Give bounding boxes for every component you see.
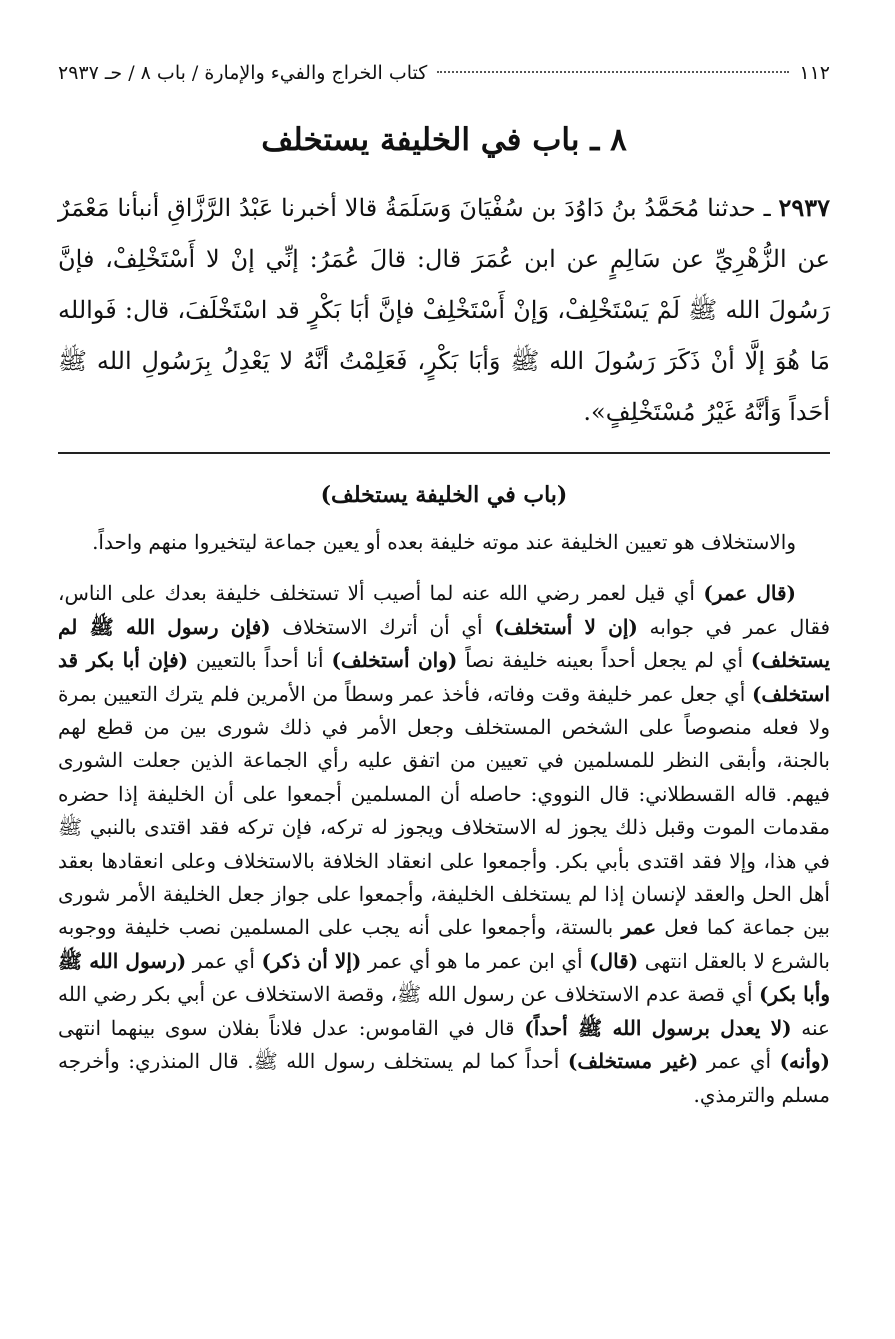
text-run: أي ابن عمر ما هو أي عمر <box>361 948 590 973</box>
running-title: كتاب الخراج والفيء والإمارة / باب ٨ / حـ ٢٩٣٧ <box>58 62 428 84</box>
keyword: (فإن رسول الله ﷺ لم يستخلف) <box>58 614 831 673</box>
keyword: (إلا أن ذكر) <box>261 948 362 973</box>
commentary-paragraph: والاستخلاف هو تعيين الخليفة عند موته خليفة بعده أو يعين جماعة ليتخيروا منهم واحداً. <box>92 530 796 554</box>
keyword: (إن لا أستخلف) <box>494 614 638 639</box>
hadith-body: ـ حدثنا مُحَمَّدُ بنُ دَاوُدَ بن سُفْيَانَ وَسَلَمَةُ قالا أخبرنا عَبْدُ الرَّزَّاقِ أنبأنا مَعْمَرٌ عن الزُّهْرِيِّ عن سَالِمٍ عن ابن عُمَرَ قال: قالَ عُمَرُ: إنِّي إنْ لا أَسْتَخْلِفْ، فإنَّ رَسُولَ الله ﷺ لَمْ يَسْتَخْلِفْ، وَإنْ أَسْتَخْلِفْ فإنَّ أبَا بَكْرٍ قد اسْتَخْلَفَ، قال: فَوالله مَا هُوَ إلَّا أنْ ذَكَرَ رَسُولَ الله ﷺ وَأبَا بَكْرٍ، فَعَلِمْتُ أنَّهُ لا يَعْدِلُ بِرَسُولِ الله ﷺ أحَداً وَأنَّهُ غَيْرُ مُسْتَخْلِفٍ». <box>58 194 830 426</box>
keyword: عمر <box>621 915 657 940</box>
hadith-number: ٢٩٣٧ <box>778 193 831 222</box>
page <box>58 58 830 1112</box>
keyword: (قال) <box>589 948 639 973</box>
text-run: قال في القاموس: عدل فلاناً بفلان سوى بينهما انتهى <box>58 1015 525 1040</box>
running-header <box>58 58 830 88</box>
keyword: (قال عمر) <box>703 581 797 606</box>
text-run: أحداً كما لم يستخلف رسول الله ﷺ. قال المنذري: وأخرجه مسلم والترمذي. <box>58 1049 830 1107</box>
keyword: (وأنه) <box>779 1049 830 1074</box>
keyword: (وان أستخلف) <box>331 648 458 673</box>
dotted-leader <box>437 71 789 73</box>
divider <box>58 452 830 454</box>
keyword: (رسول الله ﷺ وأبا بكر) <box>58 948 830 1007</box>
keyword: (لا يعدل برسول الله ﷺ أحداً) <box>524 1015 792 1040</box>
text-run: أي أن أترك الاستخلاف <box>270 614 495 639</box>
hadith-text <box>58 182 830 438</box>
text-run: أي عمر <box>698 1049 780 1074</box>
keyword: (فإن أبا بكر قد استخلف) <box>58 648 830 706</box>
text-run: أي عمر <box>186 948 262 973</box>
keyword: (غير مستخلف) <box>567 1049 699 1074</box>
page-number: ١١٢ <box>799 62 830 84</box>
text-run: أي جعل عمر خليفة وقت وفاته، فأخذ عمر وسطاً من الأمرين فلم يترك التعيين بمرة ولا فعله منصوصاً على الشخص المستخلف وجعل الأمر في ذلك شورى بين من قطع لهم بالجنة، وأبقى النظر للمسلمين في تعيين من اتفق عليه رأي الجماعة الذين جعلت الشورى فيهم. قاله القسطلاني: قال النووي: حاصله أن المسلمين أجمعوا على أن الخليفة إذا حضره مقدمات الموت وقبل ذلك يجوز له الاستخلاف ويجوز له تركه، فإن تركه فقد اقتدى بالنبي ﷺ في هذا، وإلا فقد اقتدى بأبي بكر. وأجمعوا على انعقاد الخلافة بالاستخلاف وعلى انعقادها بعقد أهل الحل والعقد لإنسان إذا لم يستخلف الخليفة، وأجمعوا على جواز جعل الخليفة الأمر شورى بين جماعة كما فعل <box>58 681 830 940</box>
text-run: أي قيل لعمر رضي الله عنه لما أصيب ألا تستخلف خليفة بعدك على الناس، فقال عمر في جوابه <box>58 581 830 639</box>
commentary-paragraph <box>58 577 830 1112</box>
commentary-title: (باب في الخليفة يستخلف) <box>320 482 568 508</box>
chapter-title: ٨ ـ باب في الخليفة يستخلف <box>261 122 627 158</box>
text-run: أنا أحداً بالتعيين <box>188 648 332 673</box>
text-run: أي لم يجعل أحداً بعينه خليفة نصاً <box>457 648 751 673</box>
text-run: بالستة، وأجمعوا على أنه يجب على المسلمين نصب خليفة ووجوبه بالشرع لا بالعقل انتهى <box>58 915 830 973</box>
text-run: أي قصة عدم الاستخلاف عن رسول الله ﷺ، وقصة الاستخلاف عن أبي بكر رضي الله عنه <box>58 982 830 1040</box>
